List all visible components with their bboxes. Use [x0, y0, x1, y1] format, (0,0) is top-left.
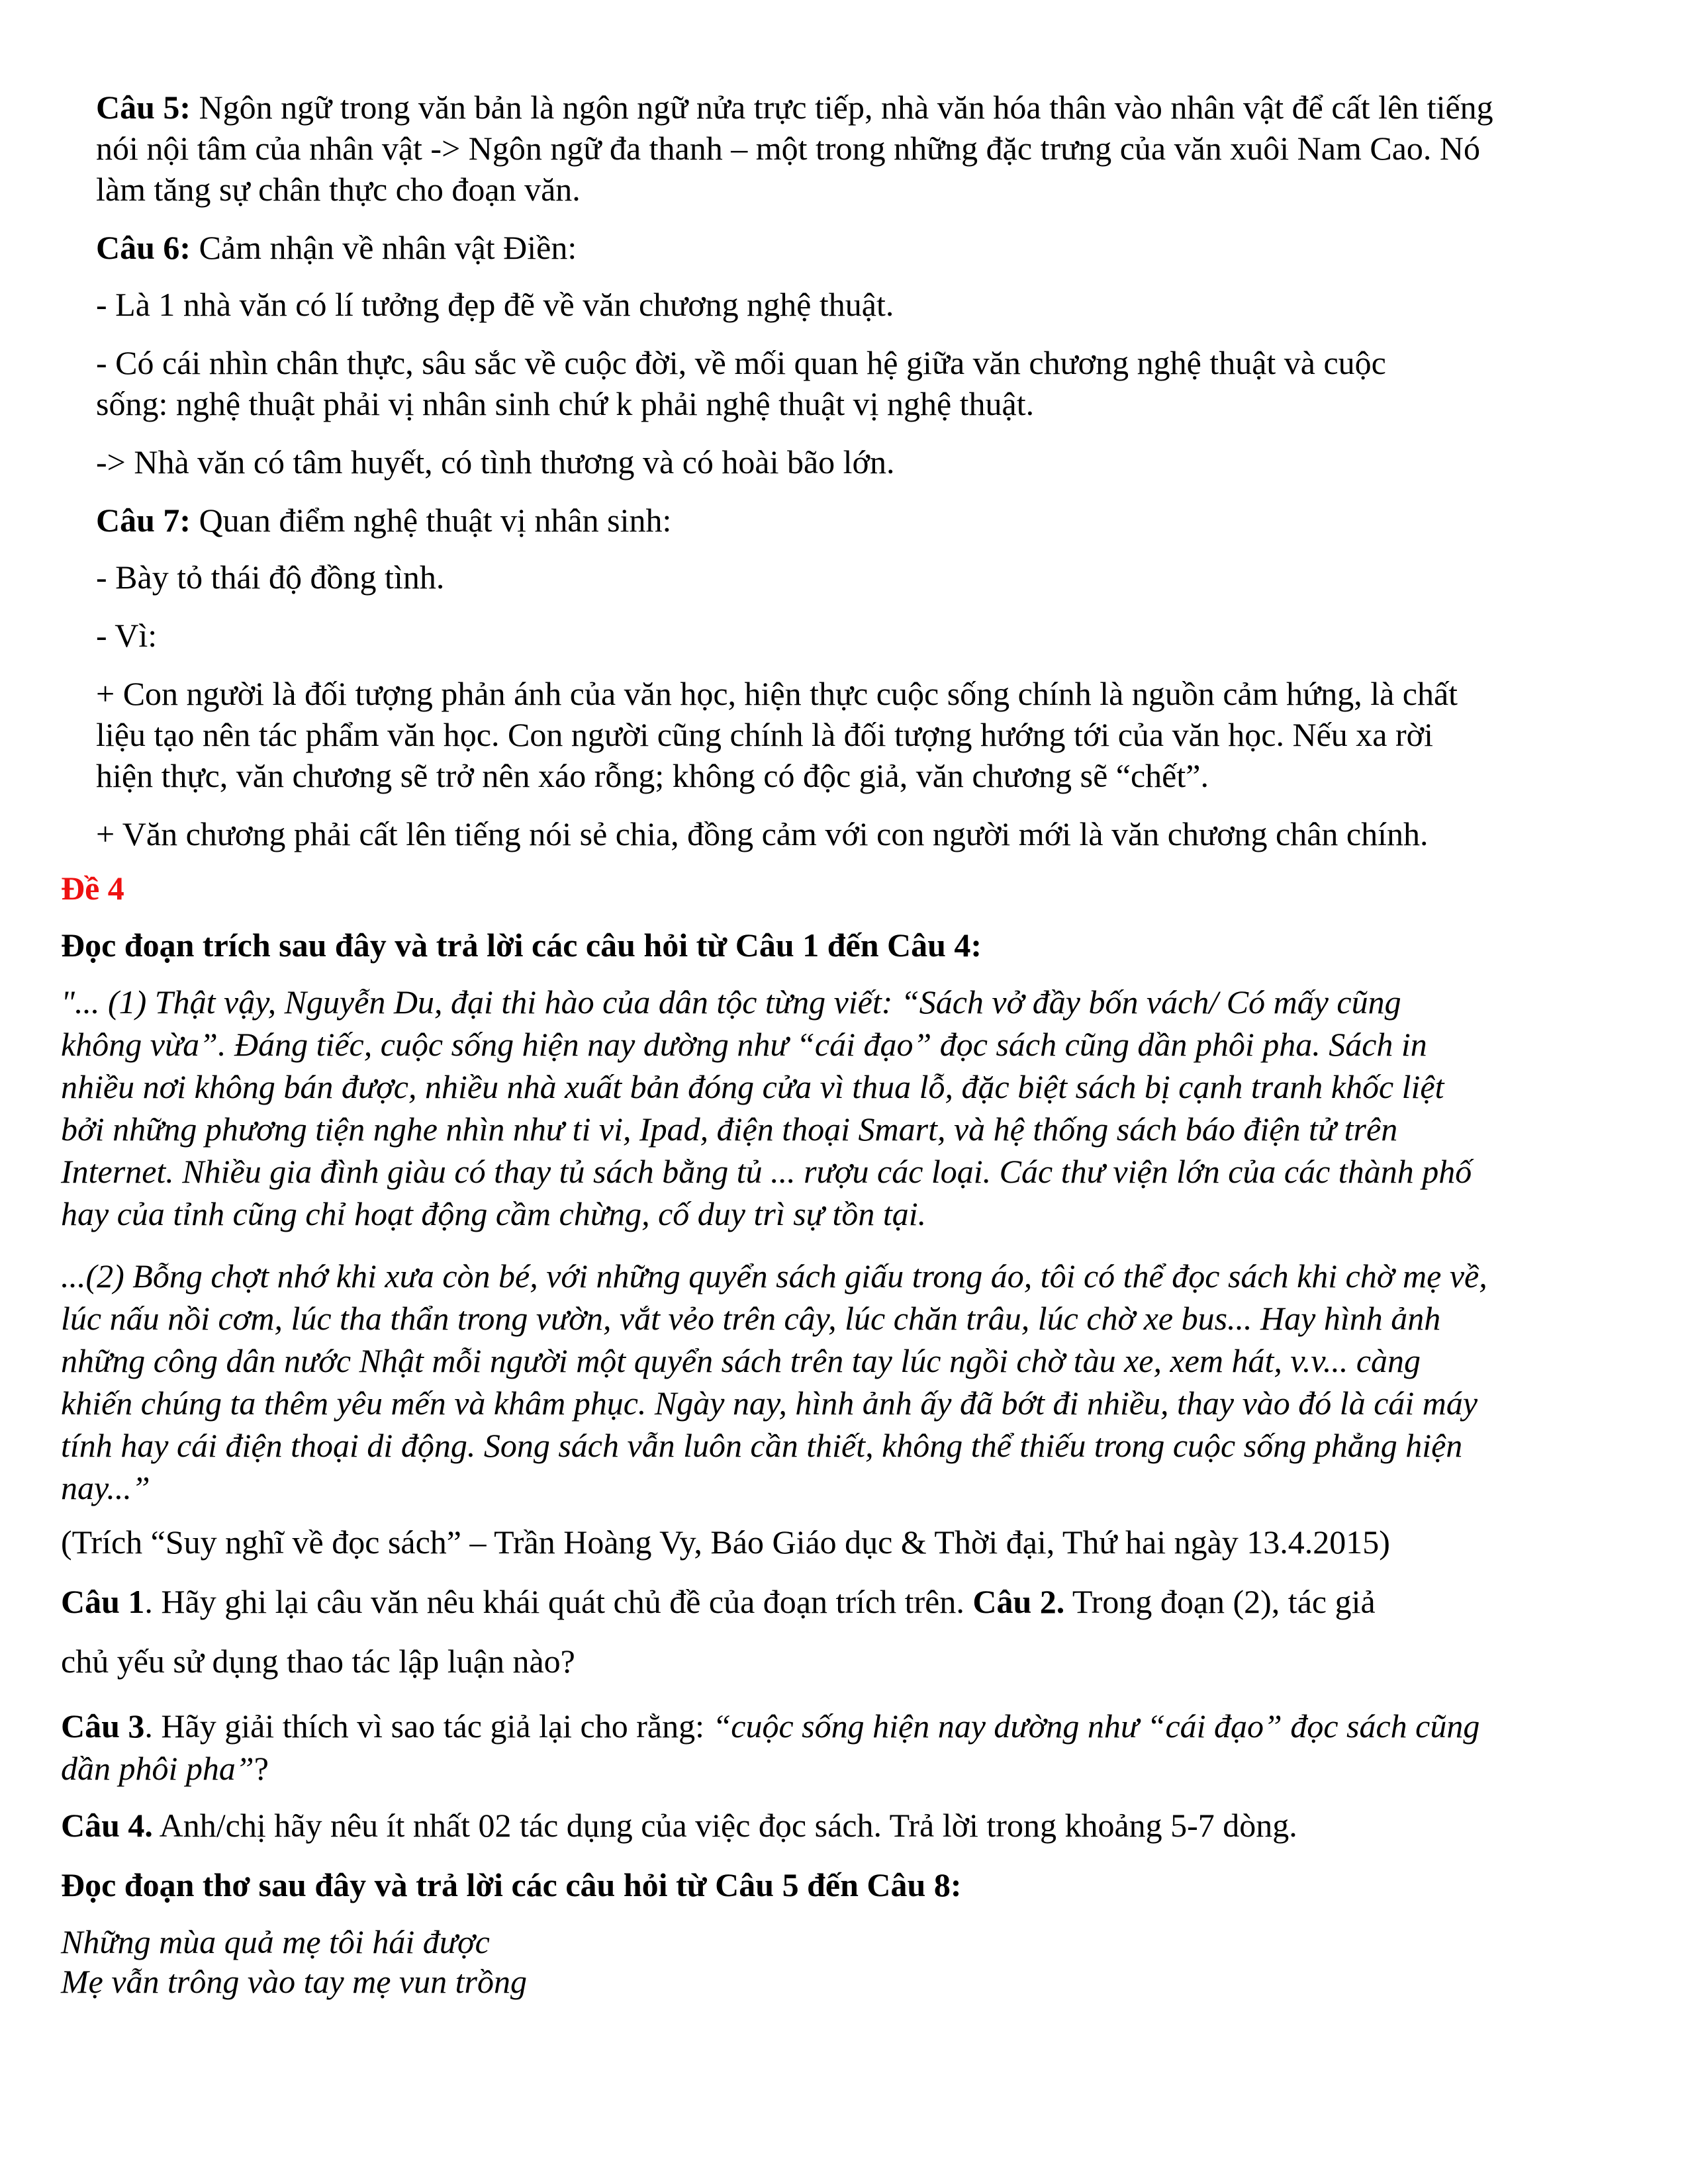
question-3: Câu 3. Hãy giải thích vì sao tác giả lại cho rằng: “cuộc sống hiện nay dường như “cái đạo” đọc sách cũng: [61, 1707, 1480, 1745]
passage-1-line-3: nhiều nơi không bán được, nhiều nhà xuất bản đóng cửa vì thua lỗ, đặc biệt sách bị cạnh tranh khốc liệt: [61, 1068, 1444, 1105]
passage-1-line-4: bởi những phương tiện nghe nhìn như ti vi, Ipad, điện thoại Smart, và hệ thống sách báo điện tử trên: [61, 1111, 1398, 1148]
poem-line-2: Mẹ vẫn trông vào tay mẹ vun trồng: [61, 1963, 528, 2000]
q4-label: Câu 4.: [61, 1807, 153, 1844]
passage-1-line-6: hay của tỉnh cũng chỉ hoạt động cầm chừng, cố duy trì sự tồn tại.: [61, 1195, 927, 1232]
instruction-2: Đọc đoạn thơ sau đây và trả lời các câu hỏi từ Câu 5 đến Câu 8:: [61, 1866, 962, 1903]
q6-bullet-2-line-1: - Có cái nhìn chân thực, sâu sắc về cuộc đời, về mối quan hệ giữa văn chương nghệ thuật và cuộc: [96, 344, 1386, 381]
q6-label: Câu 6:: [96, 229, 191, 266]
q5-line-2: nói nội tâm của nhân vật -> Ngôn ngữ đa thanh – một trong những đặc trưng của văn xuôi Nam Cao. Nó: [96, 130, 1481, 167]
passage-2-line-4: khiến chúng ta thêm yêu mến và khâm phục. Ngày nay, hình ảnh ấy đã bớt đi nhiều, thay vào đó là cái máy: [61, 1385, 1478, 1422]
passage-2-line-3: những công dân nước Nhật mỗi người một quyển sách trên tay lúc ngồi chờ tàu xe, xem hát, v.v... càng: [61, 1342, 1421, 1379]
q6-intro: Câu 6: Cảm nhận về nhân vật Điền:: [96, 229, 577, 266]
q7-label: Câu 7:: [96, 502, 191, 539]
q5-line-1: Câu 5: Ngôn ngữ trong văn bản là ngôn ngữ nửa trực tiếp, nhà văn hóa thân vào nhân vật để cất lên tiếng: [96, 89, 1493, 126]
question-3-cont: dần phôi pha”?: [61, 1750, 269, 1787]
citation: (Trích “Suy nghĩ về đọc sách” – Trần Hoàng Vy, Báo Giáo dục & Thời đại, Thứ hai ngày 13.4.2015): [61, 1524, 1390, 1561]
q7-intro: Câu 7: Quan điểm nghệ thuật vị nhân sinh:: [96, 502, 672, 539]
passage-2-line-6: nay...”: [61, 1469, 150, 1506]
passage-1-line-1: "... (1) Thật vậy, Nguyễn Du, đại thi hào của dân tộc từng viết: “Sách vở đầy bốn vách/ Có mấy cũng: [61, 983, 1401, 1021]
instruction-1: Đọc đoạn trích sau đây và trả lời các câu hỏi từ Câu 1 đến Câu 4:: [61, 927, 982, 964]
q7-plus-1-line-1: + Con người là đối tượng phản ánh của văn học, hiện thực cuộc sống chính là nguồn cảm hứng, là chất: [96, 675, 1458, 712]
passage-2-line-1: ...(2) Bỗng chợt nhớ khi xưa còn bé, với những quyển sách giấu trong áo, tôi có thể đọc sách khi chờ mẹ về,: [61, 1257, 1487, 1295]
passage-1-line-2: không vừa”. Đáng tiếc, cuộc sống hiện nay dường như “cái đạo” đọc sách cũng dần phôi pha. Sách in: [61, 1026, 1427, 1063]
q6-conclusion: -> Nhà văn có tâm huyết, có tình thương và có hoài bão lớn.: [96, 443, 895, 480]
passage-2-line-2: lúc nấu nồi cơm, lúc tha thẩn trong vườn, vắt vẻo trên cây, lúc chăn trâu, lúc chờ xe bus... Hay hình ảnh: [61, 1300, 1441, 1337]
q5-label: Câu 5:: [96, 89, 191, 126]
q3-label: Câu 3: [61, 1707, 145, 1745]
q7-bullet-1: - Bày tỏ thái độ đồng tình.: [96, 559, 445, 596]
q7-bullet-2: - Vì:: [96, 617, 158, 654]
passage-2-line-5: tính hay cái điện thoại di động. Song sách vẫn luôn cần thiết, không thể thiếu trong cuộc sống phẳng hiện: [61, 1427, 1463, 1464]
q6-bullet-1: - Là 1 nhà văn có lí tưởng đẹp đẽ về văn chương nghệ thuật.: [96, 286, 894, 323]
question-4: Câu 4. Anh/chị hãy nêu ít nhất 02 tác dụng của việc đọc sách. Trả lời trong khoảng 5-7 dòng.: [61, 1807, 1297, 1844]
q5-line-3: làm tăng sự chân thực cho đoạn văn.: [96, 171, 581, 208]
q7-plus-2: + Văn chương phải cất lên tiếng nói sẻ chia, đồng cảm với con người mới là văn chương chân chính.: [96, 815, 1429, 852]
q6-bullet-2-line-2: sống: nghệ thuật phải vị nhân sinh chứ k phải nghệ thuật vị nghệ thuật.: [96, 385, 1035, 422]
question-2-cont: chủ yếu sử dụng thao tác lập luận nào?: [61, 1643, 575, 1680]
passage-1-line-5: Internet. Nhiều gia đình giàu có thay tủ sách bằng tủ ... rượu các loại. Các thư viện lớn của các thành phố: [61, 1153, 1472, 1190]
q7-plus-1-line-2: liệu tạo nên tác phẩm văn học. Con người cũng chính là đối tượng hướng tới của văn học. Nếu xa rời: [96, 716, 1433, 753]
q1-label: Câu 1: [61, 1583, 145, 1620]
poem-line-1: Những mùa quả mẹ tôi hái được: [61, 1923, 490, 1960]
q7-plus-1-line-3: hiện thực, văn chương sẽ trở nên xáo rỗng; không có độc giả, văn chương sẽ “chết”.: [96, 757, 1209, 794]
section-title: Đề 4: [61, 870, 124, 907]
q2-label: Câu 2.: [972, 1583, 1065, 1620]
question-1-2: Câu 1. Hãy ghi lại câu văn nêu khái quát chủ đề của đoạn trích trên. Câu 2. Trong đoạn (2), tác giả: [61, 1583, 1376, 1620]
